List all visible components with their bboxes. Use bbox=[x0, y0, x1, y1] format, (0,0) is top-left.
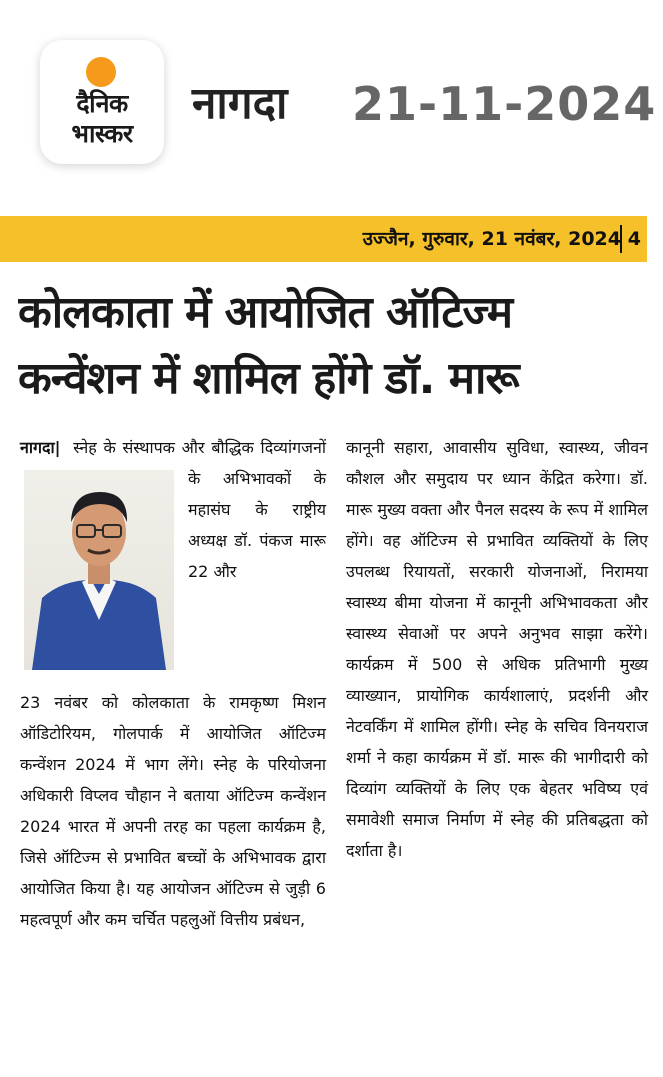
page-strip bbox=[0, 216, 647, 262]
city-name: नागदा bbox=[192, 78, 288, 129]
logo-line-2: भास्कर bbox=[71, 119, 133, 148]
article-text-right: कानूनी सहारा, आवासीय सुविधा, स्वास्थ्य, जीवन कौशल और समुदाय पर ध्यान केंद्रित करेगा। डॉ. मारू मुख्य वक्ता और पैनल सदस्य के रूप में शामिल होंगे। वह ऑटिज्म से प्रभावित व्यक्तियों के लिए उपलब्ध रियायतों, सरकारी योजनाओं, निरामया स्वास्थ्य बीमा योजना में कानूनी अभिभावकता और स्वास्थ्य सेवाओं पर अपने अनुभव साझा करेंगे। कार्यक्रम में 500 से अधिक प्रतिभागी मुख्य व्याख्यान, प्रायोगिक कार्यशालाएं, प्रदर्शनी और नेटवर्किंग में शामिल होंगी। स्नेह के सचिव विनयराज शर्मा ने कहा कार्यक्रम में डॉ. मारू की भागीदारी को दिव्यांग व्यक्तियों के लिए एक बेहतर भविष्य एवं समावेशी समाज निर्माण में स्नेह की प्रतिबद्धता को दर्शाता है। bbox=[346, 438, 648, 860]
article-column-left-bottom bbox=[20, 687, 326, 935]
headline bbox=[18, 280, 648, 412]
headline-line-1: कोलकाता में आयोजित ऑटिज्म bbox=[18, 287, 513, 338]
newspaper-logo bbox=[40, 40, 164, 164]
page-number: 4 bbox=[620, 225, 641, 253]
article-column-right bbox=[346, 432, 648, 866]
sun-icon bbox=[86, 57, 116, 87]
publication-date: 21-11-2024 bbox=[352, 77, 657, 131]
article-column-left-top bbox=[20, 432, 326, 680]
headline-line-2: कन्वेंशन में शामिल होंगे डॉ. मारू bbox=[18, 353, 519, 404]
logo-line-1: दैनिक bbox=[76, 89, 128, 118]
article-text-left-bottom: 23 नवंबर को कोलकाता के रामकृष्ण मिशन ऑडिटोरियम, गोलपार्क में आयोजित ऑटिज्म कन्वेंशन 2024 में भाग लेंगे। स्नेह के परियोजना अधिकारी विप्लव चौहान ने बताया ऑटिज्म कन्वेंशन 2024 भारत में अपनी तरह का पहला कार्यक्रम है, जिसे ऑटिज्म से प्रभावित बच्चों के अभिभावक द्वारा आयोजित किया है। यह आयोजन ऑटिज्म से जुड़ी 6 महत्वपूर्ण और कम चर्चित पहलुओं वित्तीय प्रबंधन, bbox=[20, 693, 326, 929]
edition-dateline: उज्जैन, गुरुवार, 21 नवंबर, 2024 bbox=[362, 228, 621, 250]
article-dateline: नागदा| bbox=[20, 438, 61, 457]
article-text-left-top: स्नेह के संस्थापक और बौद्धिक दिव्यांगजनों के अभिभावकों के महासंघ के राष्ट्रीय अध्यक्ष डॉ. पंकज मारू 22 और bbox=[73, 438, 326, 581]
